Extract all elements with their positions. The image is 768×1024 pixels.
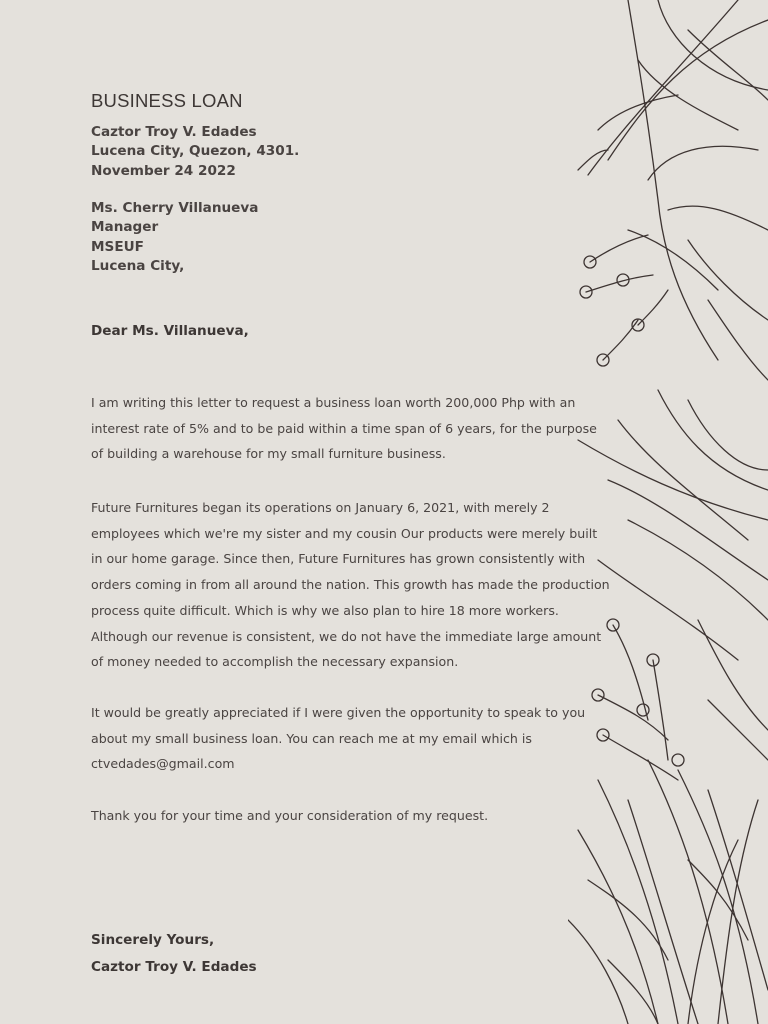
recipient-position: Manager: [91, 219, 159, 236]
sender-address: Lucena City, Quezon, 4301.: [91, 143, 300, 160]
floral-botanical-illustration-icon: [568, 0, 768, 1024]
recipient-city: Lucena City,: [91, 257, 185, 274]
closing: Sincerely Yours,: [91, 932, 215, 948]
recipient-name: Ms. Cherry Villanueva: [91, 200, 259, 216]
sender-name: Caztor Troy V. Edades: [91, 124, 257, 140]
body-paragraph: Future Furnitures began its operations on January 6, 2021, with merely 2 employees which we're my sister and my cousin Our products were merely built in our home garage. Since then, Future Furnitures has grown consistently with orders coming in from all around the nation. This growth has made the production process quite difficult. Which is why we also plan to hire 18 more workers. Although our revenue is consistent, we do not have the immediate large amount of money needed to accomplish the necessary expansion.: [91, 500, 610, 670]
body-paragraph: I am writing this letter to request a business loan worth 200,000 Php with an interest rate of 5% and to be paid within a time span of 6 years, for the purpose of building a warehouse for my small furniture business.: [91, 395, 597, 462]
letter-date: November 24 2022: [91, 162, 236, 179]
sender-block: [91, 123, 299, 181]
salutation: Dear Ms. Villanueva,: [91, 323, 249, 339]
signature-name: Caztor Troy V. Edades: [91, 959, 257, 975]
body-paragraph: It would be greatly appreciated if I were given the opportunity to speak to you about my small business loan. You can reach me at my email which is ctvedades@gmail.com: [91, 705, 586, 772]
recipient-organization: MSEUF: [91, 238, 144, 255]
recipient-block: [91, 199, 258, 276]
body-paragraph: Thank you for your time and your consideration of my request.: [91, 808, 489, 823]
letter-title: BUSINESS LOAN: [91, 90, 243, 111]
